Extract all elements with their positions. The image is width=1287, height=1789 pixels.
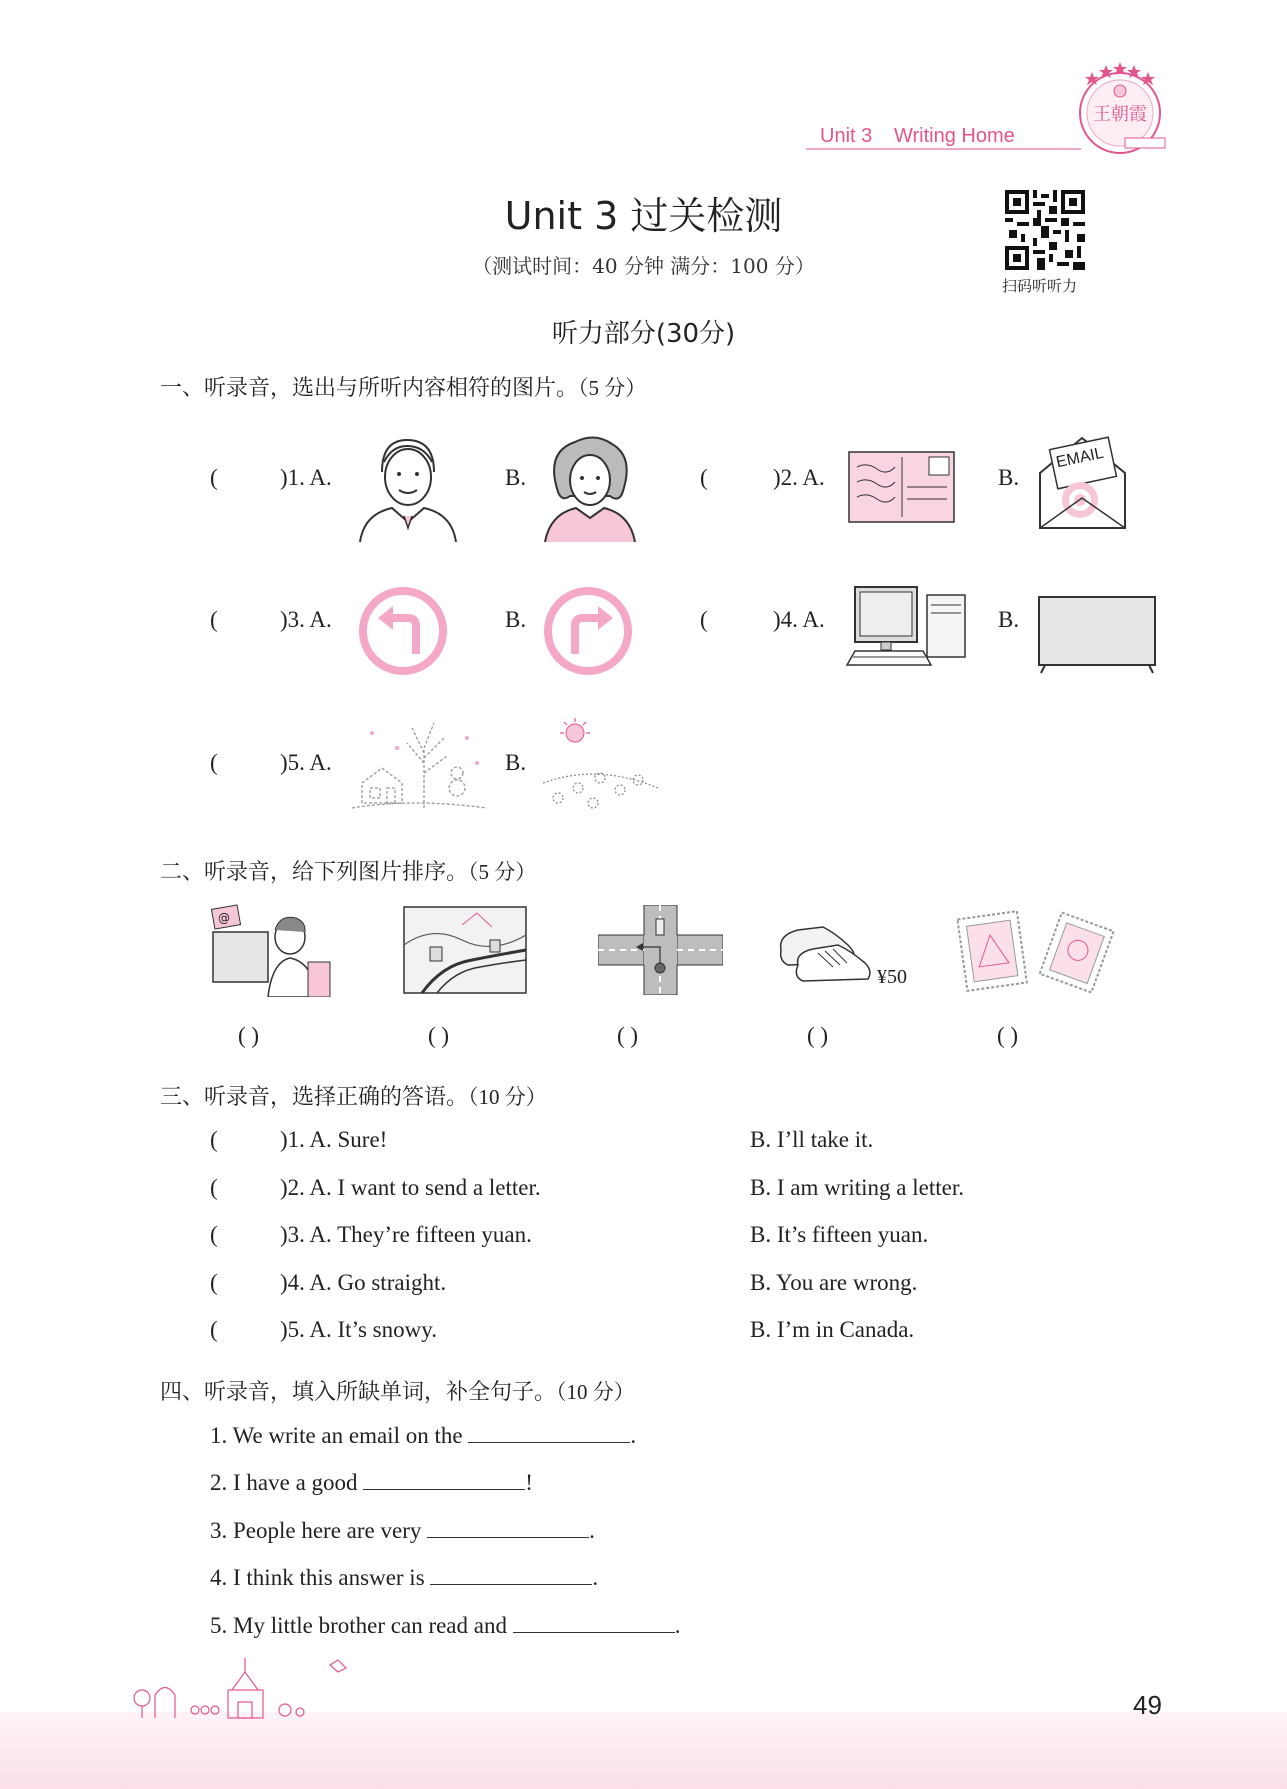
qr-code-icon[interactable] [1005, 190, 1085, 270]
answer-paren[interactable]: ( [210, 1270, 218, 1295]
page-number: 49 [1133, 1690, 1162, 1720]
price-label: ¥50 [877, 966, 907, 988]
section4-heading-text: 四、听录音，填入所缺单词，补全句子。 [160, 1380, 557, 1405]
castle-decoration-icon [120, 1650, 350, 1720]
sentence-text: 2. I have a good [210, 1470, 358, 1495]
winter-house-picture[interactable] [352, 718, 487, 813]
fill-blank-sentence [210, 1563, 598, 1591]
fill-blank-sentence [210, 1421, 636, 1449]
section2-heading [160, 855, 536, 886]
question-number: )4. A. [773, 607, 825, 632]
section4-score: （10 分） [556, 1380, 635, 1404]
answer-paren[interactable]: ( [210, 750, 218, 775]
logo-text: 王朝霞 [1093, 104, 1147, 125]
section2-heading-text: 二、听录音，给下列图片排序。 [160, 860, 469, 885]
woman-picture[interactable] [540, 432, 640, 542]
stamps-picture[interactable] [952, 905, 1122, 995]
question-option-a: )5. A. It’s snowy. [280, 1317, 437, 1342]
blank-input[interactable] [468, 1421, 630, 1443]
sentence-text: 5. My little brother can read and [210, 1613, 507, 1638]
turn-left-sign-icon[interactable] [358, 586, 448, 676]
option-b-label: B. [998, 607, 1020, 632]
question-option-b: B. It’s fifteen yuan. [750, 1222, 929, 1247]
question-option-a: )4. A. Go straight. [280, 1270, 447, 1295]
qr-label: 扫码听听力 [1002, 277, 1078, 295]
fill-blank-sentence [210, 1468, 533, 1496]
option-b-label: B. [998, 465, 1020, 490]
option-b-label: B. [505, 750, 527, 775]
question-option-b: B. You are wrong. [750, 1270, 918, 1295]
man-picture[interactable] [352, 432, 462, 542]
sentence-text: 3. People here are very [210, 1518, 422, 1543]
ordering-paren-4[interactable]: ( ) [807, 1023, 829, 1048]
sunny-flowers-picture[interactable] [538, 718, 663, 813]
desktop-computer-picture[interactable] [845, 585, 970, 670]
publisher-logo [1070, 58, 1170, 158]
page-title: Unit 3 过关检测 [504, 194, 783, 238]
question-number: )5. A. [280, 750, 332, 775]
question-option-b: B. I am writing a letter. [750, 1175, 964, 1200]
fill-blank-sentence [210, 1516, 595, 1544]
answer-paren[interactable]: ( [210, 1317, 218, 1342]
header-title: Writing Home [894, 125, 1015, 147]
section3-score: （10 分） [468, 1085, 547, 1109]
question-number: )2. A. [773, 465, 825, 490]
sneakers-picture[interactable] [773, 905, 883, 990]
answer-paren[interactable]: ( [210, 1127, 218, 1152]
ordering-paren-2[interactable]: ( ) [428, 1023, 450, 1048]
answer-paren[interactable]: ( [700, 465, 708, 490]
boy-computer-email-picture[interactable] [208, 902, 333, 997]
sentence-text: 4. I think this answer is [210, 1565, 425, 1590]
answer-paren[interactable]: ( [210, 1222, 218, 1247]
email-label: EMAIL [1054, 444, 1106, 472]
page-subtitle: （测试时间：40 分钟 满分：100 分） [472, 254, 815, 278]
option-b-label: B. [505, 465, 527, 490]
section3-heading-text: 三、听录音，选择正确的答语。 [160, 1085, 469, 1110]
answer-paren[interactable]: ( [210, 1175, 218, 1200]
email-envelope-picture[interactable] [1035, 428, 1130, 538]
header-unit: Unit 3 [820, 125, 873, 147]
question-option-b: B. I’ll take it. [750, 1127, 874, 1152]
great-wall-picture[interactable] [402, 905, 528, 995]
sentence-text: 1. We write an email on the [210, 1423, 463, 1448]
blank-input[interactable] [430, 1563, 592, 1585]
listening-heading: 听力部分(30分) [551, 319, 736, 349]
footer-band [0, 1712, 1287, 1789]
blank-input[interactable] [513, 1611, 675, 1633]
sentence-end: ! [525, 1470, 533, 1495]
header-divider [806, 148, 1081, 150]
sentence-end: . [674, 1613, 681, 1638]
sentence-end: . [630, 1423, 637, 1448]
question-number: )1. A. [280, 465, 332, 490]
section1-score: （5 分） [578, 376, 647, 400]
section3-heading [160, 1080, 547, 1111]
sentence-end: . [589, 1518, 595, 1543]
fill-blank-sentence [210, 1611, 680, 1639]
section1-heading-text: 一、听录音，选出与所听内容相符的图片。 [160, 376, 579, 401]
section4-heading [160, 1375, 635, 1406]
ordering-paren-1[interactable]: ( ) [238, 1023, 260, 1048]
sentence-end: . [592, 1565, 599, 1590]
question-option-a: )1. A. Sure! [280, 1127, 388, 1152]
ordering-paren-3[interactable]: ( ) [617, 1023, 639, 1048]
answer-paren[interactable]: ( [210, 465, 218, 490]
answer-paren[interactable]: ( [210, 607, 218, 632]
ordering-paren-5[interactable]: ( ) [997, 1023, 1019, 1048]
question-option-a: )3. A. They’re fifteen yuan. [280, 1222, 532, 1247]
answer-paren[interactable]: ( [700, 607, 708, 632]
section1-heading [160, 371, 646, 402]
turn-right-sign-icon[interactable] [543, 586, 633, 676]
crossroads-picture[interactable] [598, 905, 723, 995]
section2-score: （5 分） [468, 860, 537, 884]
option-b-label: B. [505, 607, 527, 632]
question-number: )3. A. [280, 607, 332, 632]
question-option-a: )2. A. I want to send a letter. [280, 1175, 541, 1200]
question-option-b: B. I’m in Canada. [750, 1317, 915, 1342]
blank-input[interactable] [427, 1516, 589, 1538]
tv-screen-picture[interactable] [1037, 595, 1157, 675]
svg-text:@: @ [218, 911, 230, 925]
postcard-picture[interactable] [847, 447, 959, 527]
blank-input[interactable] [363, 1468, 525, 1490]
